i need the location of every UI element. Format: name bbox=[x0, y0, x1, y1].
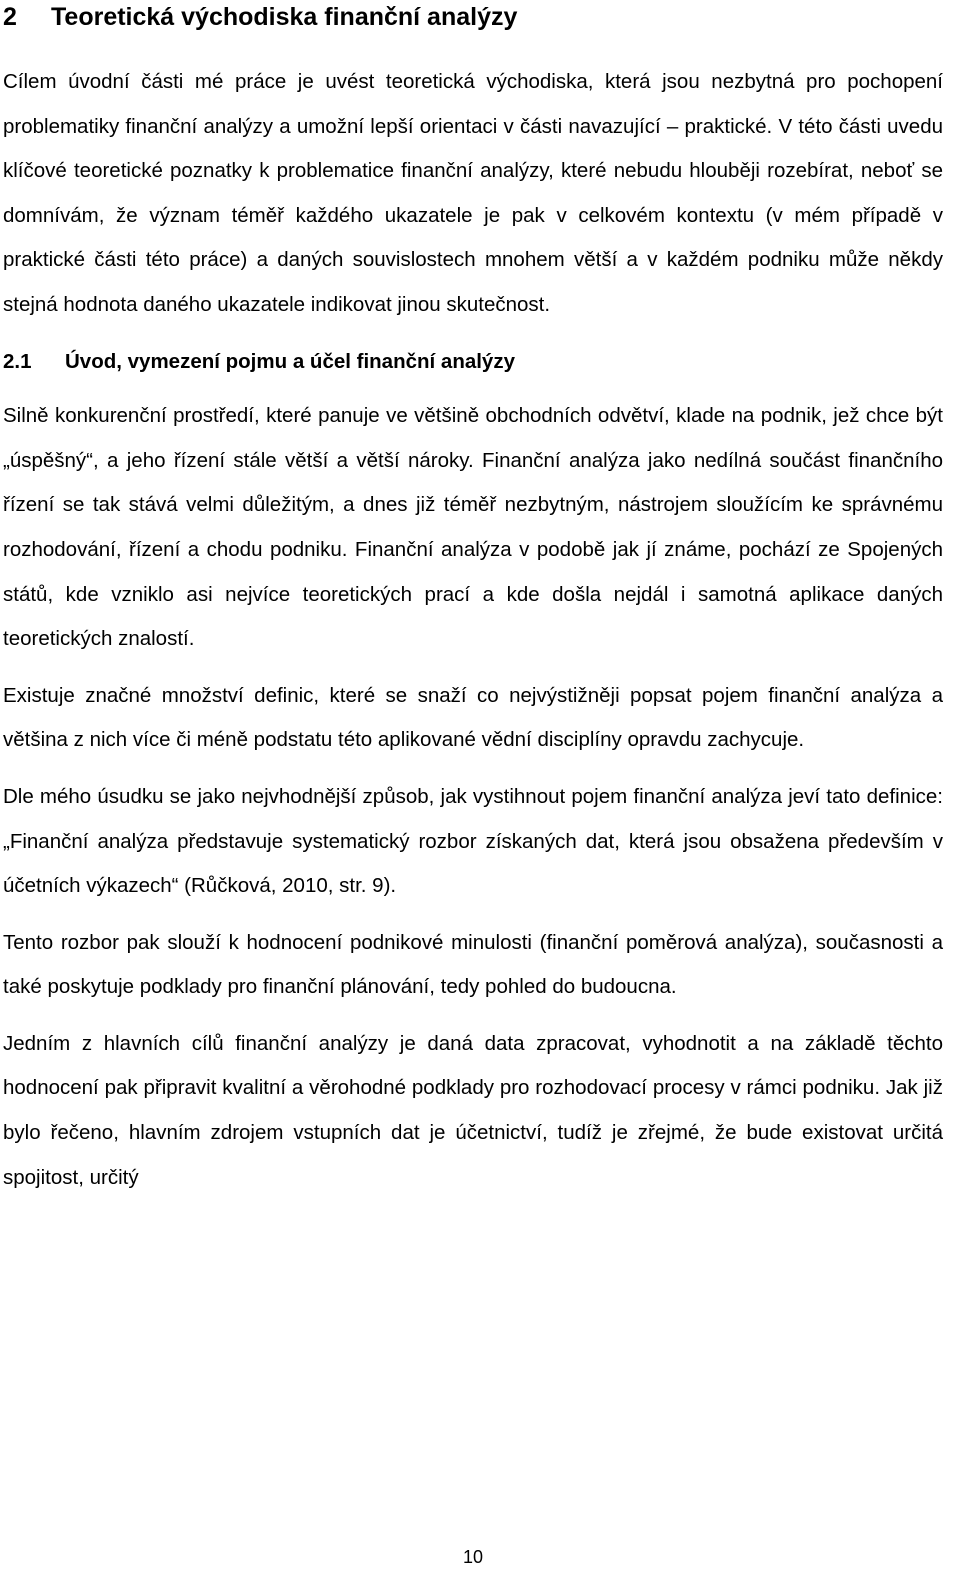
document-page bbox=[3, 0, 943, 1200]
body-paragraph-2: Existuje značné množství definic, které se snaží co nejvýstižněji popsat pojem finanční analýza a většina z nich více či méně podstatu této aplikované vědní disciplíny opravdu zachycuje. bbox=[3, 683, 943, 752]
chapter-title: Teoretická východiska finanční analýzy bbox=[51, 3, 518, 31]
body-paragraph-3: Dle mého úsudku se jako nejvhodnější způsob, jak vystihnout pojem finanční analýza jeví tato definice: „Finanční analýza představuje systematický rozbor získaných dat, která jsou obsažena především v účetních výkazech“ (Růčková, 2010, str. 9). bbox=[3, 784, 943, 898]
section-heading bbox=[3, 340, 943, 385]
section-title: Úvod, vymezení pojmu a účel finanční analýzy bbox=[65, 349, 515, 373]
body-paragraph-4: Tento rozbor pak slouží k hodnocení podnikové minulosti (finanční poměrová analýza), současnosti a také poskytuje podklady pro finanční plánování, tedy pohled do budoucna. bbox=[3, 930, 943, 999]
body-paragraph-1: Silně konkurenční prostředí, které panuje ve většině obchodních odvětví, klade na podnik, jež chce být „úspěšný“, a jeho řízení stále větší a větší nároky. Finanční analýza jako nedílná součást finančního řízení se tak stává velmi důležitým, a dnes již téměř nezbytným, nástrojem sloužícím ke správnému rozhodování, řízení a chodu podniku. Finanční analýza v podobě jak jí známe, pochází ze Spojených států, kde vzniklo asi nejvíce teoretických prací a kde došla nejdál i samotná aplikace daných teoretických znalostí. bbox=[3, 404, 943, 651]
chapter-heading bbox=[3, 0, 943, 60]
chapter-number: 2 bbox=[3, 3, 17, 31]
intro-paragraph: Cílem úvodní části mé práce je uvést teoretická východiska, která jsou nezbytná pro pochopení problematiky finanční analýzy a umožní lepší orientaci v části navazující – praktické. V této části uvedu klíčové teoretické poznatky k problematice finanční analýzy, které nebudu hlouběji rozebírat, neboť se domnívám, že význam téměř každého ukazatele je pak v celkovém kontextu (v mém případě v praktické části této práce) a daných souvislostech mnohem větší a v každém podniku může někdy stejná hodnota daného ukazatele indikovat jinou skutečnost. bbox=[3, 70, 943, 316]
page-number: 10 bbox=[462, 1547, 484, 1567]
body-paragraph-5: Jedním z hlavních cílů finanční analýzy je daná data zpracovat, vyhodnotit a na základě těchto hodnocení pak připravit kvalitní a věrohodné podklady pro rozhodovací procesy v rámci podniku. Jak již bylo řečeno, hlavním zdrojem vstupních dat je účetnictví, tudíž je zřejmé, že bude existovat určitá spojitost, určitý bbox=[3, 1031, 943, 1189]
section-number: 2.1 bbox=[3, 349, 32, 373]
